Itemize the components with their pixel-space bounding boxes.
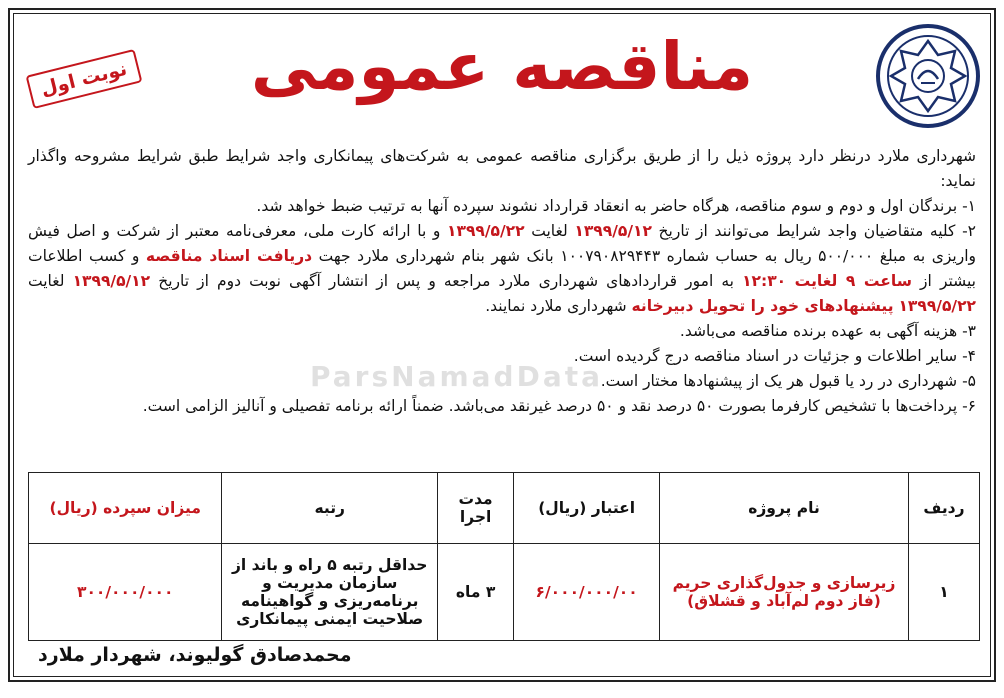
item-2-text-h: شهرداری ملارد نمایند. [485, 297, 632, 315]
cell-credit: ۶/۰۰۰/۰۰۰/۰۰ [514, 544, 660, 641]
second-start-date: ۱۳۹۹/۵/۱۲ [72, 272, 151, 290]
first-round-badge: نوبت اول [26, 49, 143, 109]
second-end-date: ۱۳۹۹/۵/۲۲ [898, 297, 976, 315]
header-project-name: نام پروژه [660, 473, 909, 544]
cell-duration: ۳ ماه [437, 544, 513, 641]
item-6: ۶- پرداخت‌ها با تشخیص کارفرما بصورت ۵۰ درصد نقد و ۵۰ درصد غیرنقد می‌باشد. ضمناً ارائه برنامه تفصیلی و آنالیز الزامی است. [142, 397, 976, 415]
table-header-row [29, 473, 980, 544]
item-2-text-d: و کسب اطلاعات بیشتر از [28, 247, 976, 290]
item-2-text-f: لغایت [28, 272, 73, 290]
cell-row-number: ۱ [908, 544, 979, 641]
item-2-text-e: به امور قراردادهای شهرداری ملارد مراجعه و پس از انتشار آگهی نوبت دوم از تاریخ [150, 272, 743, 290]
header-credit: اعتبار (ریال) [514, 473, 660, 544]
end-date: ۱۳۹۹/۵/۲۲ [447, 222, 525, 240]
item-3: ۳- هزینه آگهی به عهده برنده مناقصه می‌باشد. [679, 322, 976, 340]
cell-rank: حداقل رتبه ۵ راه و باند از سازمان مدیریت و برنامه‌ریزی و گواهینامه صلاحیت ایمنی پیمانکاری [222, 544, 438, 641]
notice-body [28, 144, 976, 419]
tender-notice-page [8, 8, 996, 682]
municipality-logo [876, 24, 980, 128]
signature: محمدصادق گولیوند، شهردار ملارد [38, 644, 352, 666]
header-row-number: ردیف [908, 473, 979, 544]
item-2-text-b: لغایت [524, 222, 575, 240]
intro-paragraph: شهرداری ملارد درنظر دارد پروژه ذیل را از طریق برگزاری مناقصه عمومی به شرکت‌های پیمانکاری واجد شرایط طبق شرایط مشروحه واگذار نماید: [28, 147, 976, 190]
logo-emblem-icon [885, 33, 971, 119]
cell-project-name: زیرسازی و جدول‌گذاری حریم (فاز دوم لم‌آباد و قشلاق) [660, 544, 909, 641]
deliver-proposals-phrase: پیشنهادهای خود را تحویل دبیرخانه [631, 297, 894, 315]
cell-deposit: ۳۰۰/۰۰۰/۰۰۰ [29, 544, 222, 641]
item-5: ۵- شهرداری در رد یا قبول هر یک از پیشنهادها مختار است. [600, 372, 976, 390]
item-2-text-a: ۲- کلیه متقاضیان واجد شرایط می‌توانند از تاریخ [651, 222, 976, 240]
item-2 [28, 219, 976, 319]
header-duration: مدت اجرا [437, 473, 513, 544]
header-rank: رتبه [222, 473, 438, 544]
start-date: ۱۳۹۹/۵/۱۲ [574, 222, 652, 240]
table-row [29, 544, 980, 641]
item-1: ۱- برندگان اول و دوم و سوم مناقصه، هرگاه حاضر به انعقاد قرارداد نشوند سپرده آنها به ترتیب ضبط خواهد شد. [256, 197, 976, 215]
item-2-text-c: و با ارائه کارت ملی، معرفی‌نامه معتبر از شرکت و اصل فیش واریزی به مبلغ ۵۰۰/۰۰۰ ریال به حساب شماره ۱۰۰۷۹۰۸۲۹۴۴۳ بانک شهر بنام شهرداری ملارد جهت [28, 222, 977, 265]
item-4: ۴- سایر اطلاعات و جزئیات در اسناد مناقصه درج گردیده است. [573, 347, 976, 365]
office-hours: ساعت ۹ لغایت ۱۲:۳۰ [742, 272, 912, 290]
watermark: ParsNamadData [310, 360, 603, 393]
tender-table [28, 472, 980, 641]
header-deposit: میزان سپرده (ریال) [29, 473, 222, 544]
notice-header [10, 10, 994, 140]
page-title: مناقصه عمومی [250, 28, 754, 105]
receive-documents-phrase: دریافت اسناد مناقصه [145, 247, 313, 265]
